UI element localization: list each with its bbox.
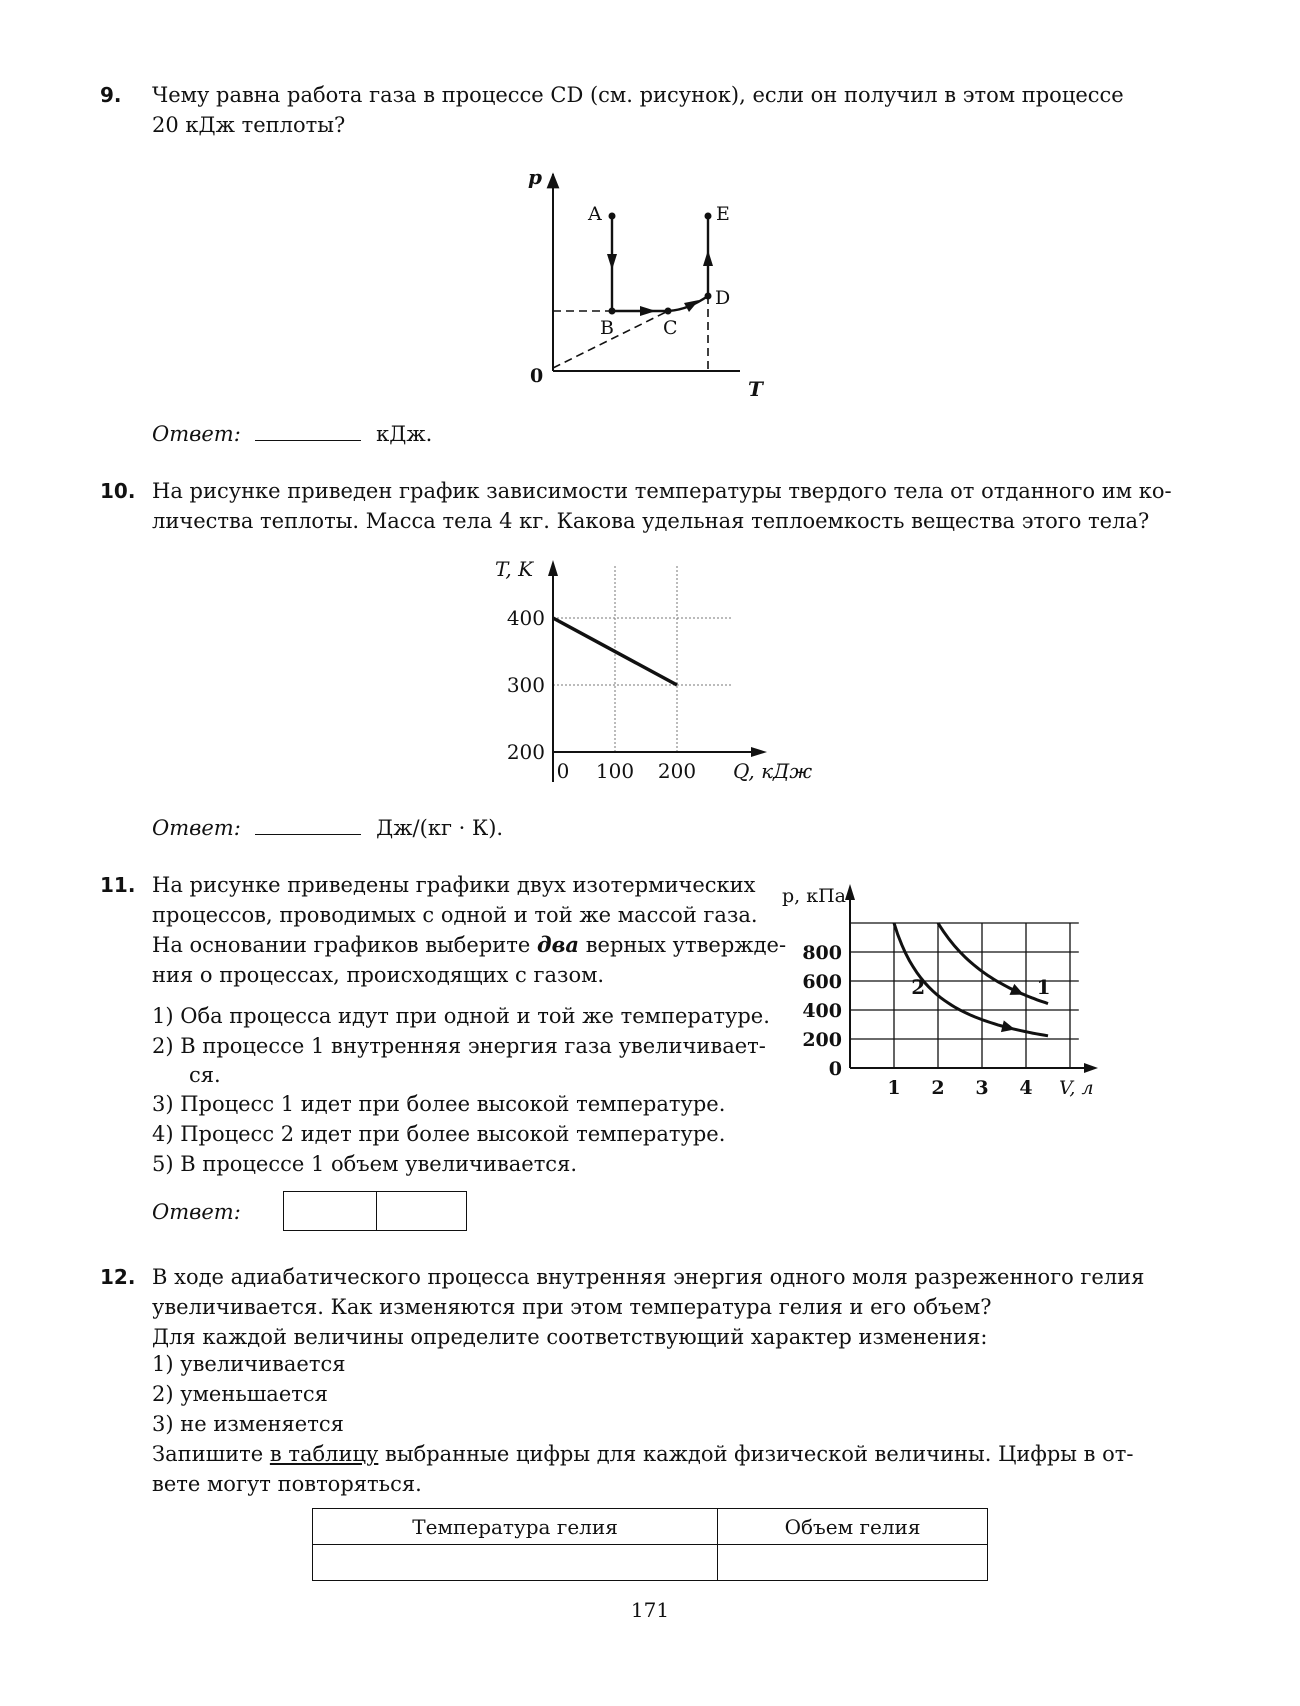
x-axis-label: V, л (1059, 1077, 1094, 1099)
question-10 (100, 476, 1200, 536)
emphasis-word: два (537, 932, 580, 957)
question-12 (100, 1262, 1200, 1352)
table-cell-temperature[interactable] (313, 1545, 718, 1581)
text-line: процессов, проводимых с одной и той же массой газа. (152, 903, 758, 927)
answer-line-q10 (152, 814, 503, 840)
y-tick-label: 0 (828, 1058, 842, 1080)
y-axis-arrow (548, 560, 558, 576)
y-tick-label: 600 (802, 971, 842, 993)
text-line: Чему равна работа газа в процессе CD (см. рисунок), если он получил в этом процессе (152, 83, 1124, 107)
x-tick-label: 100 (595, 759, 635, 783)
text-line: На рисунке приведен график зависимости температуры твердого тела от отданного им ко- (152, 479, 1172, 503)
answer-label: Ответ: (152, 1200, 241, 1224)
text-line (152, 930, 786, 960)
t-axis-label: T (748, 377, 763, 401)
answer-blank[interactable] (255, 420, 361, 441)
label-d: D (715, 287, 731, 309)
y-axis-label: T, K (495, 557, 534, 581)
y-axis-label: p, кПа (781, 885, 846, 907)
option-3: 3) Процесс 1 идет при более высокой температуре. (152, 1092, 726, 1116)
x-tick-label: 0 (556, 759, 570, 783)
p-axis-label: p (528, 165, 542, 189)
x-tick-label: 3 (975, 1077, 989, 1099)
instruction-line (152, 1442, 1134, 1466)
instruction-text: выбранные цифры для каждой физической величины. Цифры в от- (385, 1442, 1134, 1466)
label-c: C (663, 317, 678, 339)
question-9 (100, 80, 1200, 140)
t-q-chart (480, 552, 840, 800)
y-tick-label: 300 (506, 673, 545, 697)
text-part: На основании графиков выберите (152, 933, 531, 957)
label-a: A (588, 203, 602, 225)
question-text (152, 80, 1124, 140)
instruction-underlined: в таблицу (269, 1442, 379, 1466)
text-line: В ходе адиабатического процесса внутренняя энергия одного моля разреженного гелия (152, 1265, 1145, 1289)
change-option-2: 2) уменьшается (152, 1382, 328, 1406)
point-b (609, 308, 616, 315)
point-e (705, 213, 712, 220)
arrow-ab (607, 254, 617, 270)
x-axis-arrow (1084, 1063, 1098, 1073)
table-cell-volume[interactable] (718, 1545, 988, 1581)
question-11 (100, 870, 820, 1000)
arrow-bc (640, 306, 656, 316)
y-tick-label: 400 (802, 1000, 842, 1022)
x-axis-label: Q, кДж (733, 759, 813, 783)
answer-label: Ответ: (152, 422, 241, 446)
question-text (152, 476, 1172, 536)
question-number: 12. (100, 1265, 136, 1289)
table-header-temperature: Температура гелия (313, 1509, 718, 1545)
point-a (609, 213, 616, 220)
arrow-cd (684, 300, 699, 312)
text-line: ния о процессах, происходящих с газом. (152, 963, 605, 987)
answer-box[interactable] (283, 1191, 467, 1231)
option-1: 1) Оба процесса идут при одной и той же температуре. (152, 1004, 770, 1028)
instruction-line-2: вете могут повторяться. (152, 1472, 422, 1496)
y-tick-label: 200 (506, 740, 545, 764)
text-line: личества теплоты. Масса тела 4 кг. Какова удельная теплоемкость вещества этого тела? (152, 509, 1150, 533)
arrow-de (703, 250, 713, 266)
answer-blank[interactable] (255, 814, 361, 835)
page-number: 171 (630, 1598, 670, 1622)
y-tick-label: 200 (802, 1029, 842, 1051)
option-2: 2) В процессе 1 внутренняя энергия газа увеличивает- (152, 1034, 766, 1058)
y-tick-label: 800 (802, 942, 842, 964)
text-line: 20 кДж теплоты? (152, 113, 346, 137)
answer-line-q9 (152, 420, 432, 446)
question-number: 11. (100, 873, 136, 897)
question-text (152, 870, 786, 990)
option-4: 4) Процесс 2 идет при более высокой температуре. (152, 1122, 726, 1146)
isotherm-1 (938, 923, 1048, 1004)
y-tick-label: 400 (506, 606, 545, 630)
answer-line-q11 (152, 1200, 241, 1224)
answer-table (312, 1508, 988, 1581)
y-axis-arrow (845, 884, 855, 900)
change-option-3: 3) не изменяется (152, 1412, 344, 1436)
table-header-volume: Объем гелия (718, 1509, 988, 1545)
question-number: 10. (100, 479, 136, 503)
option-5: 5) В процессе 1 объем увеличивается. (152, 1152, 577, 1176)
origin-label: 0 (530, 365, 544, 387)
point-d (705, 293, 712, 300)
answer-label: Ответ: (152, 816, 241, 840)
question-number: 9. (100, 83, 122, 107)
pt-diagram (500, 165, 780, 408)
option-2-cont: ся. (189, 1063, 221, 1087)
point-c (665, 308, 672, 315)
answer-unit: кДж. (376, 422, 433, 446)
x-tick-label: 2 (931, 1077, 945, 1099)
label-b: B (600, 317, 614, 339)
text-part: верных утвержде- (585, 933, 787, 957)
text-line: На рисунке приведены графики двух изотермических (152, 873, 756, 897)
instruction-text: Запишите (152, 1442, 264, 1466)
p-v-chart (781, 880, 1200, 1110)
x-tick-label: 4 (1019, 1077, 1033, 1099)
text-line: Для каждой величины определите соответствующий характер изменения: (152, 1325, 988, 1349)
text-line: увеличивается. Как изменяются при этом температура гелия и его объем? (152, 1295, 992, 1319)
question-text (152, 1262, 1144, 1352)
isotherm-label-2: 2 (911, 975, 926, 1000)
answer-box-divider (376, 1192, 377, 1230)
isotherm-label-1: 1 (1036, 975, 1051, 1000)
x-tick-label: 200 (657, 759, 697, 783)
change-option-1: 1) увеличивается (152, 1352, 346, 1376)
answer-unit: Дж/(кг · К). (376, 816, 504, 840)
x-axis-arrow (751, 747, 767, 757)
label-e: E (716, 203, 730, 225)
x-tick-label: 1 (887, 1077, 901, 1099)
